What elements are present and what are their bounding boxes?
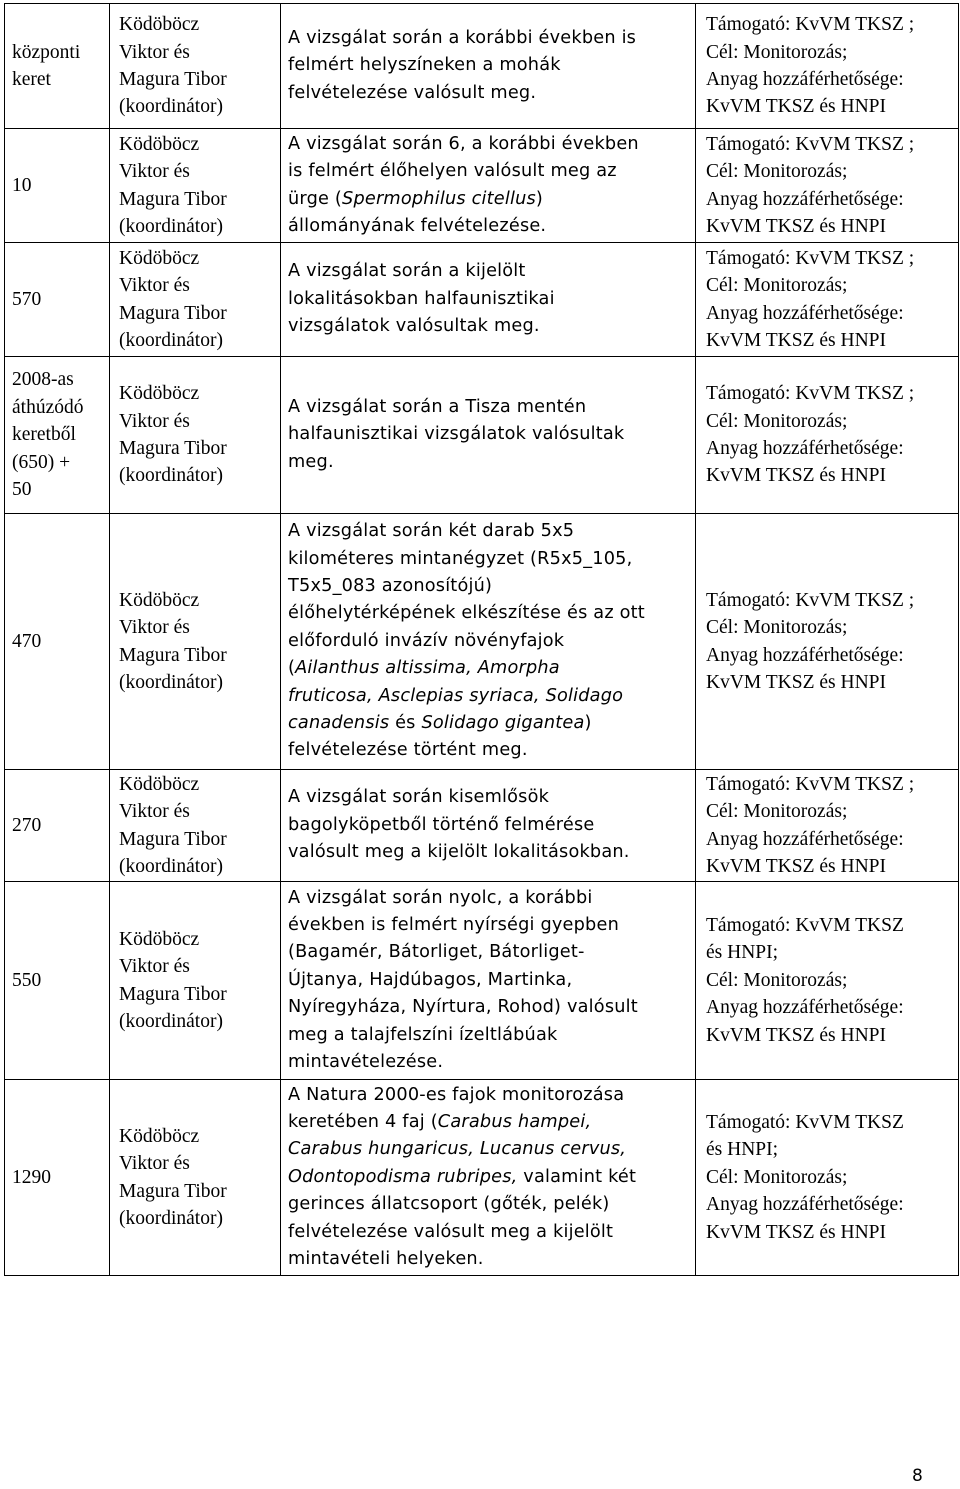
description-text: kilométeres mintanégyzet (R5x5_105, [288, 548, 633, 569]
responsible-line: Ködöböcz [119, 247, 200, 269]
description-line [288, 1191, 690, 1218]
funding-cell [696, 882, 959, 1080]
budget-line: keret [12, 69, 51, 90]
description-text: (Bagamér, Bátorliget, Bátorliget- [288, 942, 585, 963]
table-row [5, 514, 959, 770]
description-line [288, 1049, 690, 1076]
project-table [4, 3, 959, 1276]
description-cell [281, 4, 696, 129]
budget-cell [5, 357, 110, 514]
budget-line: 10 [12, 174, 32, 196]
budget-line: 50 [12, 479, 32, 501]
budget-cell [5, 243, 110, 357]
funding-cell [696, 514, 959, 770]
species-name: Odontopodisma rubripes, [288, 1166, 518, 1187]
budget-line: 2008-as [12, 369, 74, 391]
budget-cell [5, 882, 110, 1080]
budget-cell [5, 129, 110, 243]
description-line [288, 449, 690, 476]
responsible-cell [110, 357, 281, 514]
responsible-line: Viktor és [119, 617, 190, 639]
funding-line: Cél: Monitorozás; [706, 275, 848, 297]
funding-line: Cél: Monitorozás; [706, 161, 848, 183]
responsible-line: Viktor és [119, 41, 190, 63]
responsible-line: (koordinátor) [119, 671, 223, 693]
budget-line: központi [12, 41, 81, 63]
responsible-cell [110, 514, 281, 770]
budget-line: (650) + [12, 451, 71, 473]
description-line [288, 394, 690, 421]
funding-line: Cél: Monitorozás; [706, 41, 848, 63]
responsible-line: Ködöböcz [119, 773, 200, 795]
description-line [288, 546, 690, 573]
responsible-line: Viktor és [119, 161, 190, 183]
responsible-line: Viktor és [119, 275, 190, 297]
funding-cell [696, 770, 959, 882]
responsible-line: Ködöböcz [119, 133, 200, 155]
description-line [288, 52, 690, 79]
funding-line: és HNPI; [706, 1139, 779, 1161]
description-line [288, 25, 690, 52]
description-cell [281, 882, 696, 1080]
description-cell [281, 129, 696, 243]
table-row [5, 770, 959, 882]
budget-cell [5, 770, 110, 882]
description-text: A vizsgálat során két darab 5x5 [288, 521, 575, 542]
budget-line: 570 [12, 288, 42, 310]
funding-line: Cél: Monitorozás; [706, 410, 848, 432]
description-text: felvételezése történt meg. [288, 740, 528, 761]
budget-cell [5, 1080, 110, 1276]
description-line [288, 1219, 690, 1246]
description-line [288, 80, 690, 107]
description-text: Nyíregyháza, Nyírtura, Rohod) valósult [288, 997, 638, 1018]
funding-line: KvVM TKSZ és HNPI [706, 465, 887, 487]
description-text: A vizsgálat során nyolc, a korábbi [288, 887, 593, 908]
description-text: gerinces állatcsoport (gőték, pelék) [288, 1194, 610, 1215]
budget-line: áthúzódó [12, 396, 84, 418]
funding-cell [696, 243, 959, 357]
funding-line: Cél: Monitorozás; [706, 801, 848, 823]
funding-line: Támogató: KvVM TKSZ ; [706, 589, 915, 611]
description-line [288, 1082, 690, 1109]
species-name: Solidago gigantea [421, 713, 585, 734]
responsible-cell [110, 770, 281, 882]
funding-cell [696, 1080, 959, 1276]
responsible-line: Ködöböcz [119, 1125, 200, 1147]
budget-line: 550 [12, 969, 42, 991]
description-line [288, 784, 690, 811]
funding-line: Támogató: KvVM TKSZ ; [706, 773, 915, 795]
description-cell [281, 770, 696, 882]
responsible-line: Ködöböcz [119, 14, 200, 36]
description-line [288, 1109, 690, 1136]
description-text: valamint két [517, 1166, 637, 1187]
funding-line: Cél: Monitorozás; [706, 969, 848, 991]
description-line [288, 737, 690, 764]
funding-line: KvVM TKSZ és HNPI [706, 671, 887, 693]
responsible-line: Ködöböcz [119, 589, 200, 611]
description-line [288, 1246, 690, 1273]
table-row [5, 243, 959, 357]
description-text: ) [584, 713, 592, 734]
funding-line: KvVM TKSZ és HNPI [706, 1221, 887, 1243]
description-text: meg a talajfelszíni ízeltlábúak [288, 1024, 558, 1045]
responsible-line: (koordinátor) [119, 1010, 223, 1032]
description-line [288, 812, 690, 839]
description-line [288, 213, 690, 240]
description-text: valósult meg a kijelölt lokalitásokban. [288, 842, 630, 863]
description-text: és [389, 713, 422, 734]
description-text: bagolyköpetből történő felmérése [288, 814, 595, 835]
species-name: Spermophilus citellus [342, 188, 536, 209]
responsible-line: (koordinátor) [119, 96, 223, 118]
funding-line: KvVM TKSZ és HNPI [706, 215, 887, 237]
description-text: élőhelytérképének elkészítése és az ott [288, 603, 645, 624]
description-cell [281, 357, 696, 514]
responsible-line: (koordinátor) [119, 1207, 223, 1229]
description-line [288, 1164, 690, 1191]
responsible-line: Magura Tibor [119, 983, 227, 1005]
description-text: A Natura 2000-es fajok monitorozása [288, 1084, 625, 1105]
description-text: lokalitásokban halfaunisztikai [288, 288, 555, 309]
description-text: halfaunisztikai vizsgálatok valósultak [288, 424, 625, 445]
description-text: felmért helyszíneken a mohák [288, 55, 561, 76]
responsible-line: (koordinátor) [119, 465, 223, 487]
description-line [288, 313, 690, 340]
species-name: Carabus hungaricus, Lucanus cervus, [288, 1139, 627, 1160]
description-text: T5x5_083 azonosítójú) [288, 575, 493, 596]
description-text: A vizsgálat során a kijelölt [288, 261, 526, 282]
description-line [288, 573, 690, 600]
description-cell [281, 243, 696, 357]
description-text: meg. [288, 451, 334, 472]
description-line [288, 683, 690, 710]
funding-line: Anyag hozzáférhetősége: [706, 644, 904, 666]
responsible-line: Magura Tibor [119, 1180, 227, 1202]
description-line [288, 258, 690, 285]
funding-cell [696, 129, 959, 243]
description-line [288, 628, 690, 655]
description-text: A vizsgálat során a Tisza mentén [288, 396, 587, 417]
budget-line: keretből [12, 424, 76, 446]
funding-line: Anyag hozzáférhetősége: [706, 302, 904, 324]
description-text: mintavételi helyeken. [288, 1249, 484, 1270]
funding-line: Anyag hozzáférhetősége: [706, 828, 904, 850]
description-cell [281, 514, 696, 770]
species-name: canadensis [288, 713, 390, 734]
responsible-line: Viktor és [119, 410, 190, 432]
description-text: ) [535, 188, 544, 209]
budget-cell [5, 514, 110, 770]
funding-line: Támogató: KvVM TKSZ ; [706, 14, 915, 36]
page-number: 8 [912, 1466, 923, 1486]
responsible-line: Viktor és [119, 956, 190, 978]
description-line [288, 885, 690, 912]
responsible-cell [110, 1080, 281, 1276]
description-text: A vizsgálat során 6, a korábbi években [288, 133, 639, 154]
description-line [288, 1022, 690, 1049]
responsible-cell [110, 129, 281, 243]
responsible-line: Ködöböcz [119, 383, 200, 405]
description-line [288, 421, 690, 448]
description-line [288, 655, 690, 682]
description-line [288, 131, 690, 158]
description-text: állományának felvételezése. [288, 215, 547, 236]
funding-line: Támogató: KvVM TKSZ ; [706, 247, 915, 269]
funding-line: KvVM TKSZ és HNPI [706, 96, 887, 118]
budget-line: 470 [12, 630, 42, 652]
funding-line: Anyag hozzáférhetősége: [706, 438, 904, 459]
description-text: ürge ( [288, 188, 343, 209]
funding-line: Támogató: KvVM TKSZ [706, 1111, 904, 1133]
funding-line: Cél: Monitorozás; [706, 1166, 848, 1188]
funding-line: és HNPI; [706, 942, 779, 964]
funding-line: Támogató: KvVM TKSZ ; [706, 383, 915, 405]
description-line [288, 839, 690, 866]
description-cell [281, 1080, 696, 1276]
description-line [288, 1136, 690, 1163]
funding-cell [696, 4, 959, 129]
species-name: Carabus hampei, [437, 1111, 592, 1132]
description-text: mintavételezése. [288, 1052, 444, 1073]
funding-line: Támogató: KvVM TKSZ ; [706, 133, 915, 155]
funding-line: Anyag hozzáférhetősége: [706, 69, 904, 90]
responsible-line: Magura Tibor [119, 644, 227, 666]
description-line [288, 600, 690, 627]
table-row [5, 357, 959, 514]
table-row [5, 4, 959, 129]
description-text: is felmért élőhelyen valósult meg az [288, 161, 617, 182]
funding-line: KvVM TKSZ és HNPI [706, 855, 887, 877]
description-text: ( [288, 658, 296, 679]
table-row [5, 129, 959, 243]
table-row [5, 1080, 959, 1276]
description-line [288, 186, 690, 213]
responsible-line: Viktor és [119, 1153, 190, 1175]
funding-line: KvVM TKSZ és HNPI [706, 1024, 887, 1046]
funding-line: Anyag hozzáférhetősége: [706, 1194, 904, 1216]
responsible-cell [110, 882, 281, 1080]
funding-line: Támogató: KvVM TKSZ [706, 914, 904, 936]
description-line [288, 912, 690, 939]
description-line [288, 994, 690, 1021]
responsible-line: (koordinátor) [119, 329, 223, 351]
responsible-cell [110, 4, 281, 129]
description-line [288, 286, 690, 313]
description-text: vizsgálatok valósultak meg. [288, 316, 540, 337]
description-text: felvételezése valósult meg. [288, 82, 537, 103]
responsible-line: (koordinátor) [119, 215, 223, 237]
species-name: fruticosa, Asclepias syriaca, Solidago [288, 685, 624, 706]
description-text: keretében 4 faj ( [288, 1111, 438, 1132]
description-text: felvételezése valósult meg a kijelölt [288, 1221, 614, 1242]
responsible-line: Ködöböcz [119, 928, 200, 950]
budget-line: 1290 [12, 1166, 51, 1188]
description-text: években is felmért nyírségi gyepben [288, 914, 619, 935]
description-line [288, 518, 690, 545]
budget-line: 270 [12, 814, 42, 836]
responsible-line: Magura Tibor [119, 69, 227, 90]
funding-line: Anyag hozzáférhetősége: [706, 997, 904, 1019]
species-name: Ailanthus altissima, Amorpha [295, 658, 560, 679]
description-text: A vizsgálat során a korábbi években is [288, 27, 637, 48]
description-text: előforduló invázív növényfajok [288, 630, 565, 651]
responsible-cell [110, 243, 281, 357]
description-line [288, 158, 690, 185]
description-line [288, 967, 690, 994]
table-row [5, 882, 959, 1080]
responsible-line: Magura Tibor [119, 438, 227, 459]
description-text: Újtanya, Hajdúbagos, Martinka, [288, 969, 573, 990]
responsible-line: Viktor és [119, 801, 190, 823]
funding-line: Cél: Monitorozás; [706, 617, 848, 639]
funding-line: Anyag hozzáférhetősége: [706, 188, 904, 210]
responsible-line: Magura Tibor [119, 302, 227, 324]
responsible-line: Magura Tibor [119, 188, 227, 210]
responsible-line: (koordinátor) [119, 855, 223, 877]
budget-cell [5, 4, 110, 129]
description-line [288, 939, 690, 966]
description-line [288, 710, 690, 737]
responsible-line: Magura Tibor [119, 828, 227, 850]
description-text: A vizsgálat során kisemlősök [288, 787, 550, 808]
funding-cell [696, 357, 959, 514]
funding-line: KvVM TKSZ és HNPI [706, 329, 887, 351]
